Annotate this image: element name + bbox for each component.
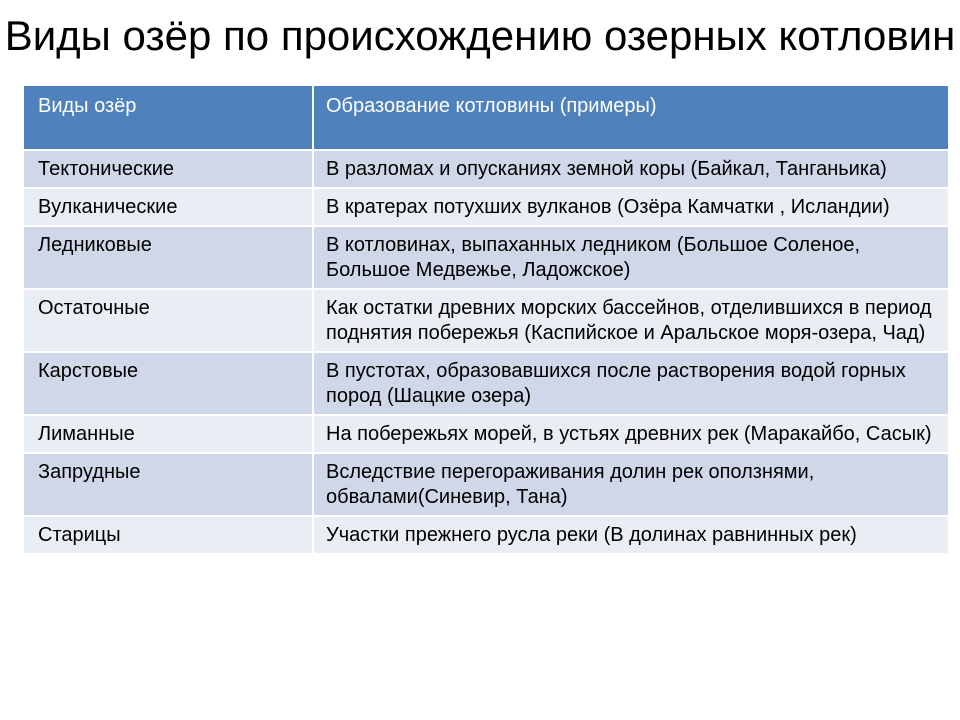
lake-type-cell: Остаточные	[23, 289, 313, 352]
lake-type-cell: Вулканические	[23, 188, 313, 226]
formation-cell: В кратерах потухших вулканов (Озёра Камчатки , Исландии)	[313, 188, 949, 226]
table-row	[23, 150, 949, 188]
lake-type-cell: Старицы	[23, 516, 313, 554]
formation-cell: Участки прежнего русла реки (В долинах равнинных рек)	[313, 516, 949, 554]
lake-type-cell: Ледниковые	[23, 226, 313, 289]
lake-type-cell: Карстовые	[23, 352, 313, 415]
table-row	[23, 516, 949, 554]
column-header-formation: Образование котловины (примеры)	[313, 85, 949, 150]
lake-types-table-container	[22, 84, 948, 555]
table-header-row	[23, 85, 949, 150]
formation-cell: Вследствие перегораживания долин рек оползнями, обвалами(Синевир, Тана)	[313, 453, 949, 516]
formation-cell: На побережьях морей, в устьях древних рек (Маракайбо, Сасык)	[313, 415, 949, 453]
formation-cell: В разломах и опусканиях земной коры (Байкал, Танганьика)	[313, 150, 949, 188]
formation-cell: В пустотах, образовавшихся после растворения водой горных пород (Шацкие озера)	[313, 352, 949, 415]
table-row	[23, 188, 949, 226]
lake-type-cell: Тектонические	[23, 150, 313, 188]
lake-type-cell: Лиманные	[23, 415, 313, 453]
lake-types-table	[22, 84, 950, 555]
column-header-lake-type: Виды озёр	[23, 85, 313, 150]
table-row	[23, 453, 949, 516]
slide-title: Виды озёр по происхождению озерных котловин	[4, 12, 956, 59]
formation-cell: В котловинах, выпаханных ледником (Большое Соленое, Большое Медвежье, Ладожское)	[313, 226, 949, 289]
table-row	[23, 415, 949, 453]
table-row	[23, 226, 949, 289]
formation-cell: Как остатки древних морских бассейнов, отделившихся в период поднятия побережья (Каспийское и Аральское моря-озера, Чад)	[313, 289, 949, 352]
lake-type-cell: Запрудные	[23, 453, 313, 516]
table-row	[23, 289, 949, 352]
table-row	[23, 352, 949, 415]
